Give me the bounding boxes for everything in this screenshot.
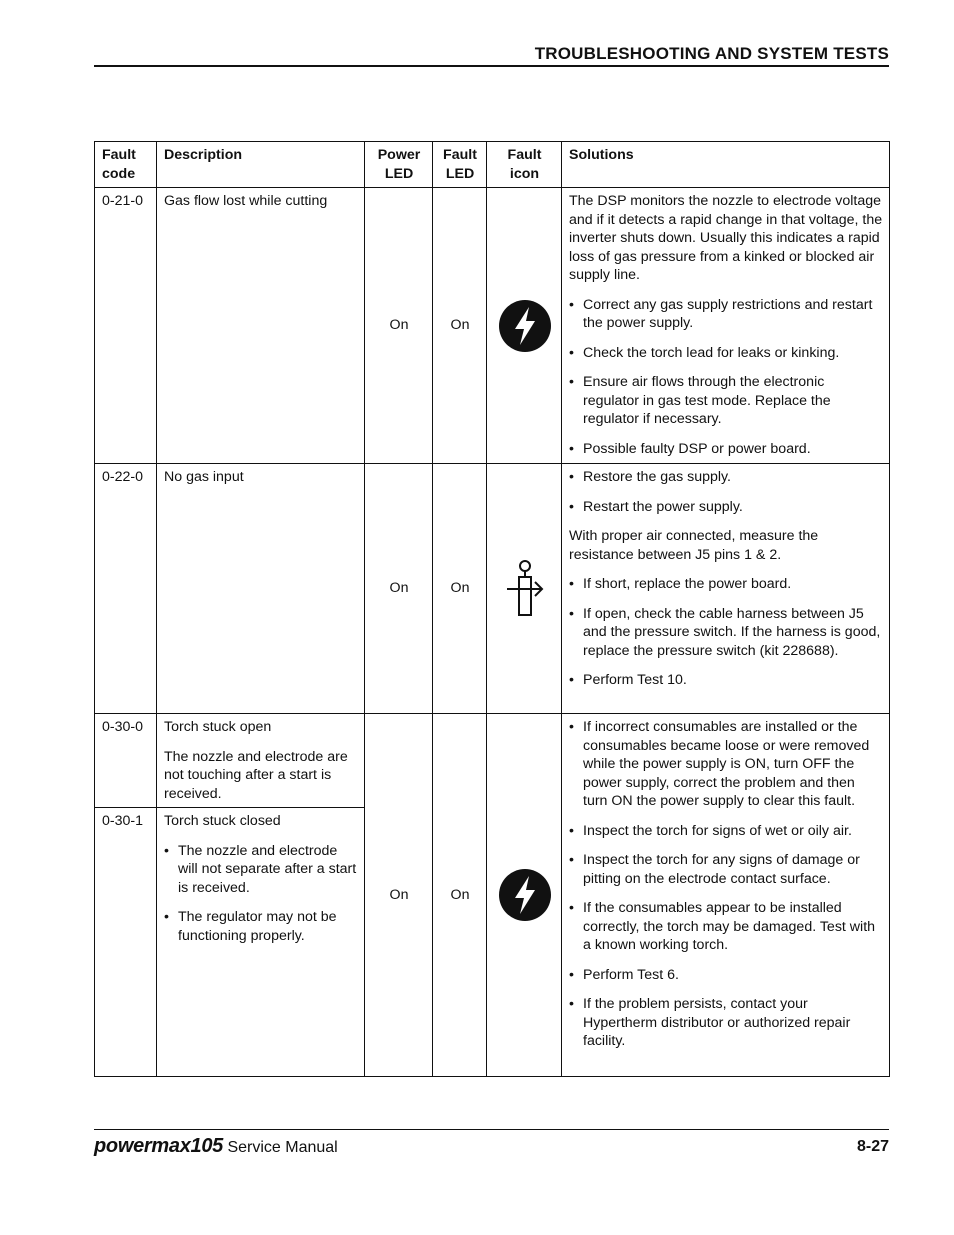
description-title: Torch stuck open bbox=[164, 719, 272, 735]
fault-code-cell: 0-22-0 bbox=[95, 464, 157, 714]
description-cell bbox=[157, 714, 365, 808]
power-led-cell: On bbox=[365, 714, 433, 1077]
description-detail: The nozzle and electrode are not touching after a start is received. bbox=[164, 748, 348, 802]
description-cell: Gas flow lost while cutting bbox=[157, 188, 365, 464]
table-row bbox=[95, 188, 890, 464]
solutions-cell bbox=[562, 464, 890, 714]
fault-code-cell: 0-21-0 bbox=[95, 188, 157, 464]
solution-item: • If short, replace the power board. bbox=[569, 576, 792, 592]
description-item: • The nozzle and electrode will not separate after a start is received. bbox=[164, 842, 357, 896]
footer-manual-title bbox=[94, 1135, 338, 1158]
header-fault-icon: Fault icon bbox=[487, 142, 562, 188]
fault-led-cell: On bbox=[433, 714, 487, 1077]
table-row bbox=[95, 464, 890, 714]
fault-icon-cell bbox=[487, 188, 562, 464]
solution-item: • Restore the gas supply. bbox=[569, 469, 731, 485]
description-cell bbox=[157, 808, 365, 1077]
solution-item: • If incorrect consumables are installed or the consumables became loose or were removed while the power supply is ON, turn OFF the power supply, correct the problem and then turn ON the power supply to clear this fault. bbox=[569, 719, 870, 809]
manual-name: Service Manual bbox=[227, 1139, 338, 1156]
header-solutions: Solutions bbox=[562, 142, 890, 188]
solution-item: • If the problem persists, contact your Hypertherm distributor or authorized repair facility. bbox=[569, 996, 851, 1049]
solution-item: • If the consumables appear to be installed correctly, the torch may be damaged. Test with a known working torch. bbox=[569, 900, 876, 953]
page-number: 8-27 bbox=[856, 1138, 889, 1155]
solution-intro: The DSP monitors the nozzle to electrode voltage and if it detects a rapid change in that voltage, the inverter shuts down. Usually this indicates a rapid loss of gas pressure from a kinked or blocked air supply line. bbox=[569, 193, 883, 283]
footer-rule bbox=[94, 1129, 889, 1130]
description-item: • The regulator may not be functioning properly. bbox=[164, 909, 337, 944]
solutions-cell bbox=[562, 188, 890, 464]
header-fault-code: Fault code bbox=[95, 142, 157, 188]
solution-note: With proper air connected, measure the resistance between J5 pins 1 & 2. bbox=[569, 528, 819, 563]
header-fault-led: Fault LED bbox=[433, 142, 487, 188]
solution-item: • Correct any gas supply restrictions and restart the power supply. bbox=[569, 296, 873, 331]
fault-led-cell: On bbox=[433, 188, 487, 464]
power-led-cell: On bbox=[365, 464, 433, 714]
solution-item: • Check the torch lead for leaks or kinking. bbox=[569, 344, 840, 361]
header-power-led: Power LED bbox=[365, 142, 433, 188]
header-description: Description bbox=[157, 142, 365, 188]
fault-icon-cell bbox=[487, 464, 562, 714]
description-title: Torch stuck closed bbox=[164, 813, 281, 829]
fault-code-cell: 0-30-0 bbox=[95, 714, 157, 808]
solution-item: • Inspect the torch for signs of wet or oily air. bbox=[569, 822, 852, 839]
solutions-cell bbox=[562, 714, 890, 1077]
solution-item: • If open, check the cable harness between J5 and the pressure switch. If the harness is good, replace the pressure switch (kit 228688). bbox=[569, 605, 881, 659]
gas-cylinder-icon bbox=[505, 559, 545, 619]
section-title: TROUBLESHOOTING AND SYSTEM TESTS bbox=[534, 44, 889, 63]
fault-code-cell: 0-30-1 bbox=[95, 808, 157, 1077]
solution-item: • Perform Test 10. bbox=[569, 672, 687, 688]
fault-icon-cell bbox=[487, 714, 562, 1077]
solution-item: • Inspect the torch for any signs of damage or pitting on the electrode contact surface. bbox=[569, 852, 860, 887]
solution-item: • Possible faulty DSP or power board. bbox=[569, 440, 811, 457]
lightning-bolt-circle-icon bbox=[498, 299, 552, 353]
power-led-cell: On bbox=[365, 188, 433, 464]
description-cell: No gas input bbox=[157, 464, 365, 714]
solution-item: • Perform Test 6. bbox=[569, 966, 679, 983]
fault-code-table bbox=[94, 141, 890, 1077]
brand-logo: powermax105 bbox=[94, 1135, 223, 1157]
fault-led-cell: On bbox=[433, 464, 487, 714]
solution-item: • Restart the power supply. bbox=[569, 498, 743, 515]
lightning-bolt-circle-icon bbox=[498, 868, 552, 922]
solution-item: • Ensure air flows through the electronic regulator in gas test mode. Replace the regulator if necessary. bbox=[569, 374, 831, 427]
header-rule bbox=[94, 65, 889, 67]
table-row bbox=[95, 714, 890, 808]
table-header-row bbox=[95, 142, 890, 188]
